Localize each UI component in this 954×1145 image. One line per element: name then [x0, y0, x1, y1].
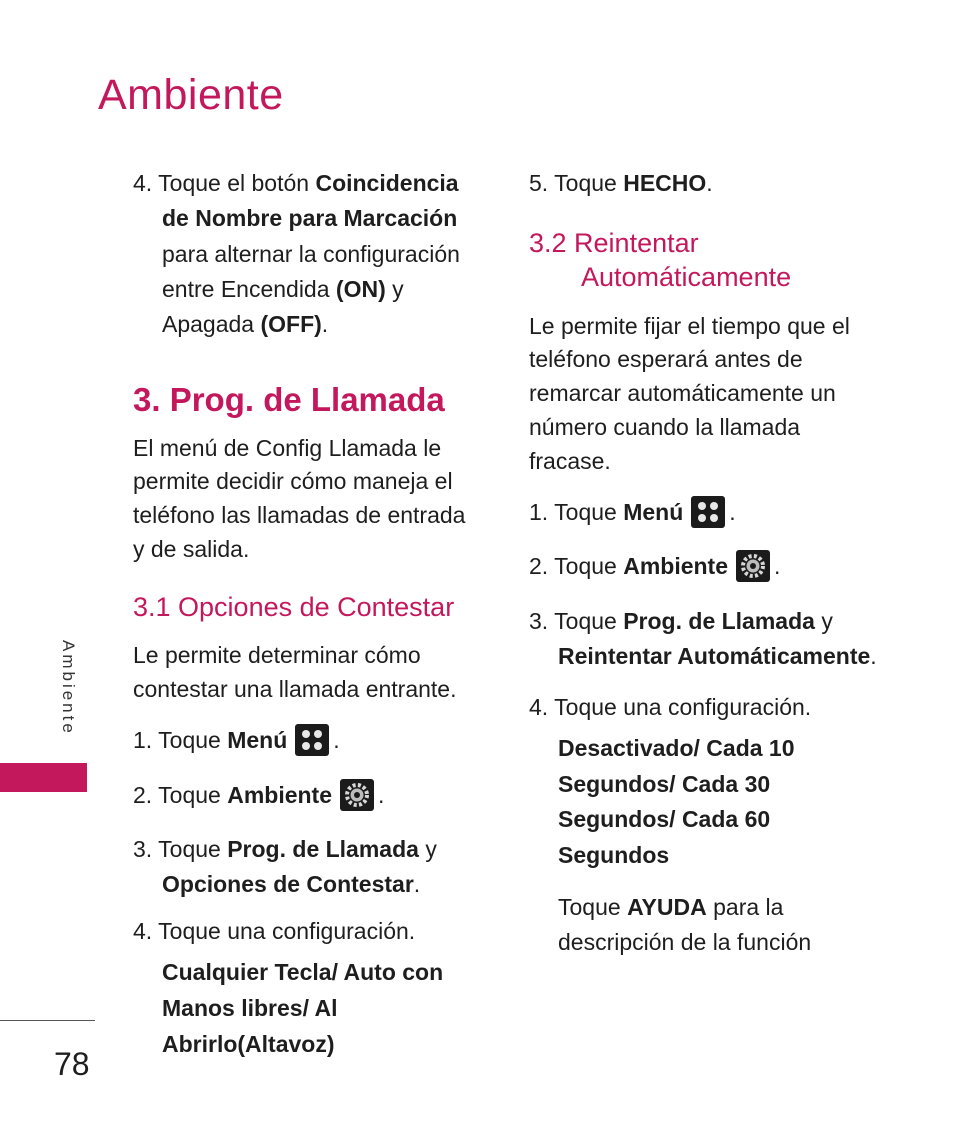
- menu-icon: [691, 496, 725, 528]
- text: y: [385, 276, 404, 302]
- step-bold: Reintentar Automáticamente: [558, 643, 871, 669]
- help-line1: [529, 890, 783, 925]
- step-text: 4. Toque el botón: [133, 170, 316, 196]
- text: .: [321, 311, 329, 337]
- section-intro-line: teléfono las llamadas de entrada: [133, 502, 466, 528]
- gear-icon: [736, 550, 770, 582]
- option-text: Segundos: [558, 842, 670, 868]
- step-bold: Ambiente: [227, 782, 333, 808]
- option-line: [529, 731, 795, 766]
- left-step3-line2: [133, 867, 420, 902]
- option-text: Desactivado/ Cada 10: [558, 735, 795, 761]
- side-tab-label: Ambiente: [59, 640, 78, 736]
- page-number: 78: [54, 1046, 90, 1082]
- off-label: (OFF): [260, 311, 322, 337]
- left-step3-line1: [133, 832, 437, 867]
- section-intro-line: El menú de Config Llamada le: [133, 435, 442, 461]
- right-step3-line1: [529, 604, 833, 639]
- option-text: Segundos/ Cada 60: [558, 806, 771, 832]
- intro-line: fracase.: [529, 448, 611, 474]
- step-bold: Coincidencia: [315, 170, 459, 196]
- intro-line: teléfono esperará antes de: [529, 346, 803, 372]
- left-step4-line3: para alternar la configuración: [162, 241, 460, 267]
- option-line: [133, 1027, 335, 1062]
- option-text: Cualquier Tecla/ Auto con: [162, 959, 444, 985]
- text: .: [774, 553, 781, 579]
- text: .: [729, 499, 736, 525]
- text: 2. Toque: [133, 782, 228, 808]
- subsection-intro-line: Le permite determinar cómo: [133, 642, 421, 668]
- on-label: (ON): [335, 276, 386, 302]
- text: y: [418, 836, 437, 862]
- subsection-title-line1: 3.2 Reintentar: [529, 228, 699, 258]
- text: .: [870, 643, 877, 669]
- right-step3-line2: [529, 639, 877, 674]
- gear-icon: [340, 779, 374, 811]
- option-line: [529, 802, 770, 837]
- subsection-title: 3.1 Opciones de Contestar: [133, 592, 455, 622]
- text: .: [333, 727, 340, 753]
- subsection-title-line2: Automáticamente: [581, 262, 792, 292]
- left-step4-line1: [133, 166, 459, 201]
- text: 5. Toque: [529, 170, 624, 196]
- text: .: [413, 871, 421, 897]
- text: 1. Toque: [133, 727, 228, 753]
- section-title: 3. Prog. de Llamada: [133, 381, 445, 418]
- step-bold: Menú: [227, 727, 288, 753]
- step-bold: Prog. de Llamada: [227, 836, 419, 862]
- text: 2. Toque: [529, 553, 624, 579]
- step-bold: Menú: [623, 499, 684, 525]
- option-line: [133, 991, 338, 1026]
- text: 1. Toque: [529, 499, 624, 525]
- option-text: Segundos/ Cada 30: [558, 771, 771, 797]
- text: Apagada: [162, 311, 261, 337]
- section-intro-line: y de salida.: [133, 536, 250, 562]
- right-step5: [529, 166, 713, 201]
- left-step4-line4: [133, 272, 404, 307]
- text: .: [706, 170, 713, 196]
- footer-divider: [0, 1020, 95, 1021]
- text: Toque: [558, 894, 628, 920]
- left-step2: [133, 778, 384, 815]
- text: 3. Toque: [133, 836, 228, 862]
- left-step4-line2: [133, 201, 457, 236]
- option-text: Manos libres/ Al: [162, 995, 338, 1021]
- text: 3. Toque: [529, 608, 624, 634]
- page-title: Ambiente: [98, 71, 284, 119]
- right-step2: [529, 549, 780, 586]
- subsection-intro-line: contestar una llamada entrante.: [133, 676, 457, 702]
- left-step4b: 4. Toque una configuración.: [133, 918, 416, 944]
- right-step1: [529, 495, 736, 532]
- text: para la: [706, 894, 784, 920]
- text: y: [814, 608, 833, 634]
- intro-line: remarcar automáticamente un: [529, 380, 836, 406]
- right-step4: 4. Toque una configuración.: [529, 694, 812, 720]
- option-line: [133, 955, 443, 990]
- step-bold: Ambiente: [623, 553, 729, 579]
- help-bold: AYUDA: [627, 894, 707, 920]
- section-intro-line: permite decidir cómo maneja el: [133, 468, 453, 494]
- step-bold: Prog. de Llamada: [623, 608, 815, 634]
- help-line2: descripción de la función: [558, 929, 812, 955]
- option-text: Abrirlo(Altavoz): [162, 1031, 335, 1057]
- step-bold: de Nombre para Marcación: [162, 205, 458, 231]
- menu-icon: [295, 724, 329, 756]
- side-tab-bar: [0, 763, 87, 792]
- option-line: [529, 767, 770, 802]
- left-step1: [133, 723, 340, 760]
- step-bold: Opciones de Contestar: [162, 871, 414, 897]
- text: entre Encendida: [162, 276, 336, 302]
- text: .: [378, 782, 385, 808]
- left-step4-line5: [133, 307, 328, 342]
- intro-line: Le permite fijar el tiempo que el: [529, 313, 850, 339]
- step-bold: HECHO: [623, 170, 707, 196]
- intro-line: número cuando la llamada: [529, 414, 801, 440]
- option-line: [529, 838, 669, 873]
